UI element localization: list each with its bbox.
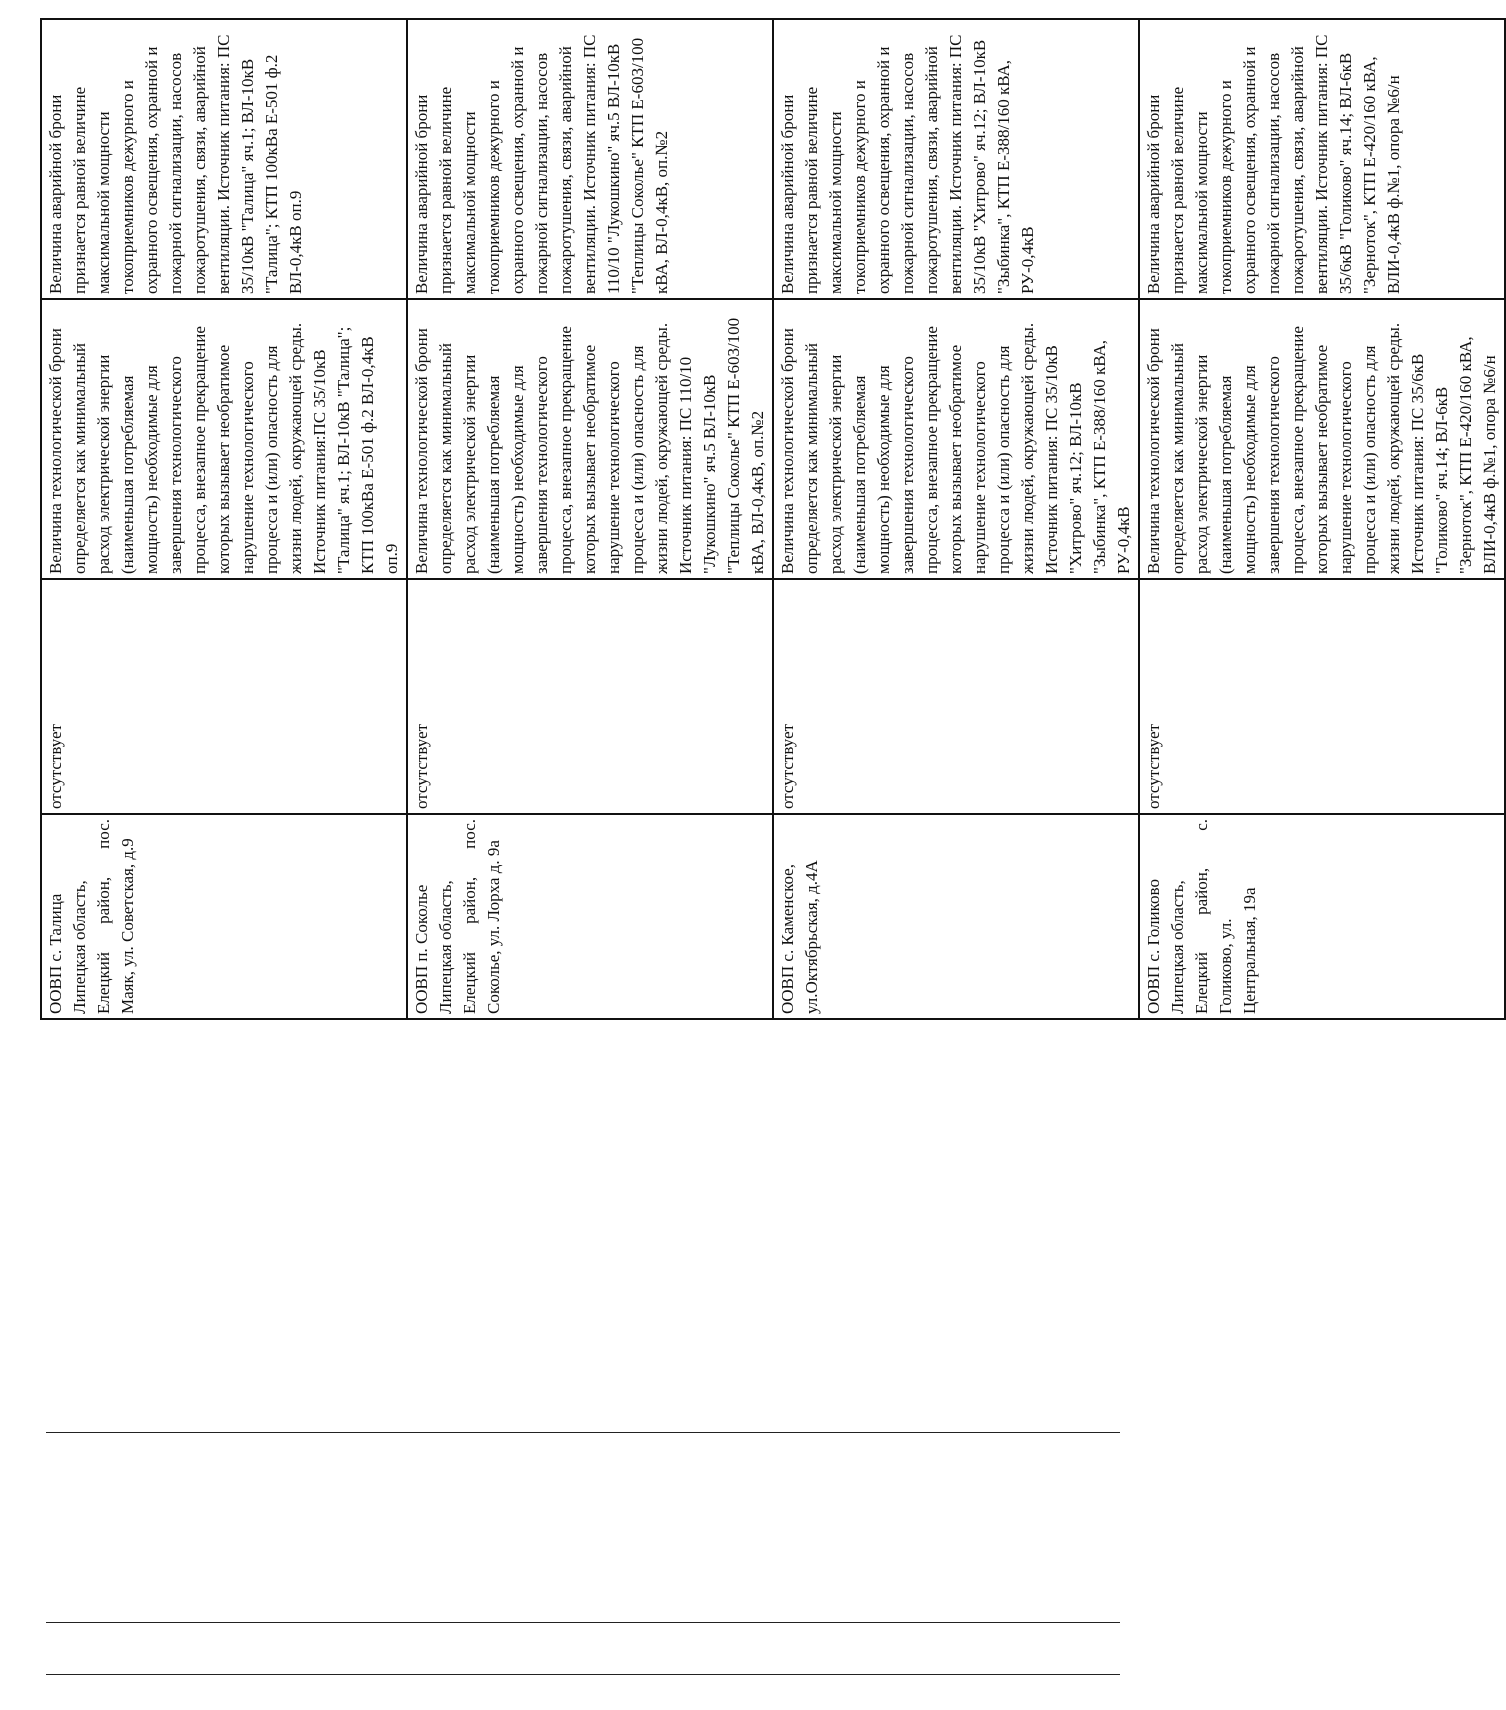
reserve-status-cell: отсутствует (1139, 579, 1505, 814)
address-line: Голиково, ул. (1216, 918, 1235, 1014)
table-row (773, 19, 1139, 1019)
reserve-status-cell: отсутствует (773, 579, 1139, 814)
address-line: Елецкий район, с. (1192, 819, 1211, 1014)
rotated-page (40, 34, 1499, 1710)
address-line: Липецкая область, (70, 880, 89, 1014)
emergency-reserve-cell: Величина аварийной брони признается равной величине максимальной мощности токоприемников дежурного и охранного освещения, охранной и пожарной сигнализации, насосов пожаротушения, связи, аварийной вентиляции. Источник питания: ПС 35/10кВ "Талица" яч.1; ВЛ-10кВ "Талица"; КТП 100кВа Е-501 ф.2 ВЛ-0,4кВ оп.9 (41, 19, 407, 299)
reserve-status-cell: отсутствует (41, 579, 407, 814)
reserve-status-cell: отсутствует (407, 579, 773, 814)
address-line: Соколье, ул. Лорха д. 9а (484, 840, 503, 1014)
address-line: Липецкая область, (436, 880, 455, 1014)
address-line: ул.Октябрьская, д.4А (802, 860, 821, 1014)
emergency-reserve-cell: Величина аварийной брони признается равной величине максимальной мощности токоприемников дежурного и охранного освещения, охранной и пожарной сигнализации, насосов пожаротушения, связи, аварийной вентиляции. Источник питания: ПС 35/10кВ "Хитрово" яч.12; ВЛ-10кВ "Зыбинка", КТП Е-388/160 кВА, РУ-0,4кВ (773, 19, 1139, 299)
divider-line (46, 1622, 1120, 1623)
address-line: Центральная, 19а (1240, 887, 1259, 1014)
object-address-cell (1139, 814, 1505, 1019)
tech-reserve-cell: Величина технологической брони определяется как минимальный расход электрической энергии (наименьшая потребляемая мощность) необходимые для завершения технологического процесса, внезапное прекращение которых вызывает необратимое нарушение технологического процесса и (или) опасность для жизни людей, окружающей среды. Источник питания: ПС 35/10кВ "Хитрово" яч.12; ВЛ-10кВ "Зыбинка", КТП Е-388/160 кВА, РУ-0,4кВ (773, 299, 1139, 579)
object-name: ООВП с. Каменское, (778, 864, 797, 1014)
object-name: ООВП с. Талица (46, 893, 65, 1014)
object-address-cell (41, 814, 407, 1019)
emergency-reserve-cell: Величина аварийной брони признается равной величине максимальной мощности токоприемников дежурного и охранного освещения, охранной и пожарной сигнализации, насосов пожаротушения, связи, аварийной вентиляции. Источник питания: ПС 110/10 "Лукошкино" яч.5 ВЛ-10кВ "Теплицы Соколье" КТП Е-603/100 кВА, ВЛ-0,4кВ, оп.№2 (407, 19, 773, 299)
divider-line (46, 1674, 1120, 1675)
object-address-cell (773, 814, 1139, 1019)
divider-line (46, 1432, 1120, 1433)
table-row (1139, 19, 1505, 1019)
object-address-cell (407, 814, 773, 1019)
tech-reserve-cell: Величина технологической брони определяется как минимальный расход электрической энергии (наименьшая потребляемая мощность) необходимые для завершения технологического процесса, внезапное прекращение которых вызывает необратимое нарушение технологического процесса и (или) опасность для жизни людей, окружающей среды. Источник питания: ПС 35/6кВ "Голиково" яч.14; ВЛ-6кВ "Зерноток", КТП Е-420/160 кВА, ВЛИ-0,4кВ ф.№1, опора №6/н (1139, 299, 1505, 579)
table-row (407, 19, 773, 1019)
object-name: ООВП п. Соколье (412, 884, 431, 1014)
object-name: ООВП с. Голиково (1144, 879, 1163, 1014)
reserve-table (40, 18, 1506, 1020)
address-line: Елецкий район, пос. (94, 819, 113, 1014)
address-line: Липецкая область, (1168, 880, 1187, 1014)
emergency-reserve-cell: Величина аварийной брони признается равной величине максимальной мощности токоприемников дежурного и охранного освещения, охранной и пожарной сигнализации, насосов пожаротушения, связи, аварийной вентиляции. Источник питания: ПС 35/6кВ "Голиково" яч.14; ВЛ-6кВ "Зерноток", КТП Е-420/160 кВА, ВЛИ-0,4кВ ф.№1, опора №6/н (1139, 19, 1505, 299)
address-line: Елецкий район, пос. (460, 819, 479, 1014)
address-line: Маяк, ул. Советская, д.9 (118, 838, 137, 1014)
tech-reserve-cell: Величина технологической брони определяется как минимальный расход электрической энергии (наименьшая потребляемая мощность) необходимые для завершения технологического процесса, внезапное прекращение которых вызывает необратимое нарушение технологического процесса и (или) опасность для жизни людей, окружающей среды. Источник питания: ПС 110/10 "Лукошкино" яч.5 ВЛ-10кВ "Теплицы Соколье" КТП Е-603/100 кВА, ВЛ-0,4кВ, оп.№2 (407, 299, 773, 579)
tech-reserve-cell: Величина технологической брони определяется как минимальный расход электрической энергии (наименьшая потребляемая мощность) необходимые для завершения технологического процесса, внезапное прекращение которых вызывает необратимое нарушение технологического процесса и (или) опасность для жизни людей, окружающей среды. Источник питания:ПС 35/10кВ "Талица" яч.1; ВЛ-10кВ "Талица"; КТП 100кВа Е-501 ф.2 ВЛ-0,4кВ оп.9 (41, 299, 407, 579)
table-row (41, 19, 407, 1019)
